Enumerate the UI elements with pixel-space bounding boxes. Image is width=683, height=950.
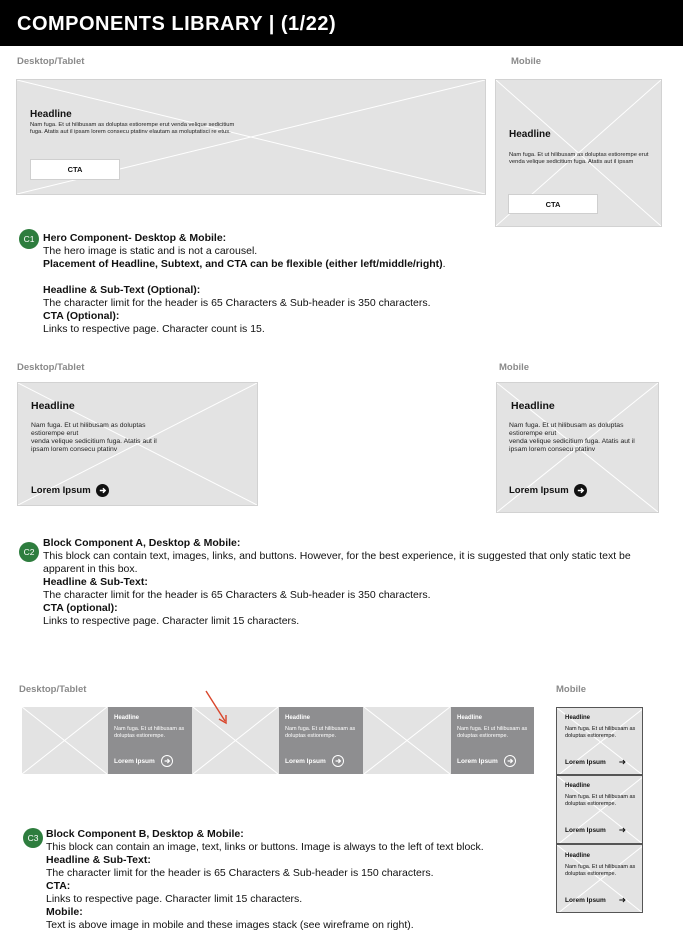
c1-badge: C1 — [19, 229, 39, 249]
arrow-right-icon — [504, 755, 516, 767]
hero-notes-cta-text: Links to respective page. Character count is 15. — [43, 323, 265, 335]
desktop-label: Desktop/Tablet — [17, 56, 85, 67]
hero-notes-cta-title: CTA (Optional): — [43, 310, 120, 322]
hero-mobile-body: Nam fuga. Et ut hilibusam as doluptas estiorempe erut venda velique sedicitium fuga. Atatis aut il ipsam — [509, 152, 649, 165]
block-a-mobile-headline: Headline — [511, 400, 555, 412]
block-b-notes-text: This block can contain an image, text, links or buttons. Image is always to the left of text block. — [46, 841, 484, 853]
block-b-card: Headline Nam fuga. Et ut hilibusam as doluptas estiorempe. Lorem Ipsum — [451, 707, 534, 774]
block-b-mobile-link[interactable]: Lorem Ipsum — [565, 896, 627, 904]
hero-desktop-body: Nam fuga. Et ut hilibusam as doluptas estiorempe erut venda velique sedicitium fuga. Atatis aut il ipsam lorem consecu ptatinv elautam as moluptatisci re etus. — [30, 122, 235, 135]
block-a-desktop-link[interactable]: Lorem Ipsum — [31, 484, 109, 497]
block-b-mobile-card: Headline Nam fuga. Et ut hilibusam as doluptas estiorempe. Lorem Ipsum — [556, 775, 643, 844]
block-a-notes-text: This block can contain text, images, links, and buttons. However, for the best experience, it is suggested that only static text be apparent in this box. — [43, 550, 631, 575]
hero-desktop-headline: Headline — [30, 109, 72, 120]
block-b-card: Headline Nam fuga. Et ut hilibusam as doluptas estiorempe. Lorem Ipsum — [108, 707, 192, 774]
hero-notes — [43, 232, 663, 336]
hero-mobile-wireframe — [495, 79, 662, 227]
arrow-right-icon — [332, 755, 344, 767]
image-tile — [22, 707, 107, 774]
hero-notes-sub-text: The character limit for the header is 65 Characters & Sub-header is 350 characters. — [43, 297, 431, 309]
hero-desktop-wireframe — [16, 79, 486, 195]
block-a-mobile-link[interactable]: Lorem Ipsum — [509, 484, 587, 497]
block-a-notes-sub-title: Headline & Sub-Text: — [43, 576, 148, 588]
page-header — [0, 0, 683, 46]
block-a-desktop-headline: Headline — [31, 400, 75, 412]
block-b-mobile-link[interactable]: Lorem Ipsum — [565, 758, 627, 766]
block-a-notes-title: Block Component A, Desktop & Mobile: — [43, 537, 241, 549]
arrow-right-icon — [574, 484, 587, 497]
block-b-mobile-card: Headline Nam fuga. Et ut hilibusam as doluptas estiorempe. Lorem Ipsum — [556, 844, 643, 913]
placeholder-image-icon — [364, 707, 450, 774]
image-tile — [364, 707, 450, 774]
mobile-label: Mobile — [556, 684, 587, 695]
block-b-mobile-card: Headline Nam fuga. Et ut hilibusam as doluptas estiorempe. Lorem Ipsum — [556, 707, 643, 775]
block-b-notes-title: Block Component B, Desktop & Mobile: — [46, 828, 244, 840]
hero-desktop-cta-button[interactable]: CTA — [30, 159, 120, 180]
arrow-right-icon — [618, 826, 627, 834]
block-b-mobile-link[interactable]: Lorem Ipsum — [565, 826, 627, 834]
block-b-card-link[interactable]: Lorem Ipsum — [285, 755, 344, 767]
block-b-notes-sub-title: Headline & Sub-Text: — [46, 854, 151, 866]
page-title: COMPONENTS LIBRARY | (1/22) — [17, 13, 337, 35]
hero-notes-sub-title: Headline & Sub-Text (Optional): — [43, 284, 201, 296]
annotation-arrow-icon — [200, 688, 232, 728]
block-a-notes-sub-text: The character limit for the header is 65 Characters & Sub-header is 350 characters. — [43, 589, 431, 601]
desktop-label: Desktop/Tablet — [19, 684, 87, 695]
block-b-card-link[interactable]: Lorem Ipsum — [114, 755, 173, 767]
hero-notes-line1: The hero image is static and is not a carousel. — [43, 245, 258, 257]
block-a-notes-cta-title: CTA (optional): — [43, 602, 118, 614]
block-a-mobile-body: Nam fuga. Et ut hilibusam as doluptas estiorempe erut venda velique sedicitium fuga. Atatis aut il ipsam lorem consecu ptatinv — [509, 422, 635, 454]
hero-mobile-headline: Headline — [509, 129, 551, 140]
block-b-desktop-wireframe — [22, 707, 534, 774]
hero-mobile-cta-button[interactable]: CTA — [508, 194, 598, 214]
hero-notes-line2: Placement of Headline, Subtext, and CTA can be flexible (either left/middle/right) — [43, 258, 443, 270]
block-a-mobile-wireframe — [496, 382, 659, 513]
c3-badge: C3 — [23, 828, 43, 848]
hero-notes-line2-end: . — [442, 258, 446, 270]
desktop-label: Desktop/Tablet — [17, 362, 85, 373]
mobile-label: Mobile — [499, 362, 530, 373]
block-b-notes-mobile-title: Mobile: — [46, 906, 83, 918]
block-a-notes-cta-text: Links to respective page. Character limit 15 characters. — [43, 615, 300, 627]
block-b-notes-cta-title: CTA: — [46, 880, 71, 892]
block-a-desktop-body: Nam fuga. Et ut hilibusam as doluptas estiorempe erut venda velique sedicitium fuga. Atatis aut il ipsam lorem consecu ptatinv — [31, 422, 157, 454]
arrow-right-icon — [161, 755, 173, 767]
block-b-card-link[interactable]: Lorem Ipsum — [457, 755, 516, 767]
arrow-right-icon — [618, 896, 627, 904]
block-b-card: Headline Nam fuga. Et ut hilibusam as doluptas estiorempe. Lorem Ipsum — [279, 707, 363, 774]
mobile-label: Mobile — [511, 56, 542, 67]
arrow-right-icon — [618, 758, 627, 766]
block-b-notes-cta-text: Links to respective page. Character limit 15 characters. — [46, 893, 303, 905]
placeholder-image-icon — [22, 707, 107, 774]
c2-badge: C2 — [19, 542, 39, 562]
block-b-notes-mobile-text: Text is above image in mobile and these images stack (see wireframe on right). — [46, 919, 414, 931]
block-a-notes — [43, 537, 663, 628]
hero-notes-title: Hero Component- Desktop & Mobile: — [43, 232, 227, 244]
block-b-notes — [46, 828, 546, 932]
arrow-right-icon — [96, 484, 109, 497]
block-b-notes-sub-text: The character limit for the header is 65 Characters & Sub-header is 150 characters. — [46, 867, 434, 879]
block-a-desktop-wireframe — [17, 382, 258, 506]
